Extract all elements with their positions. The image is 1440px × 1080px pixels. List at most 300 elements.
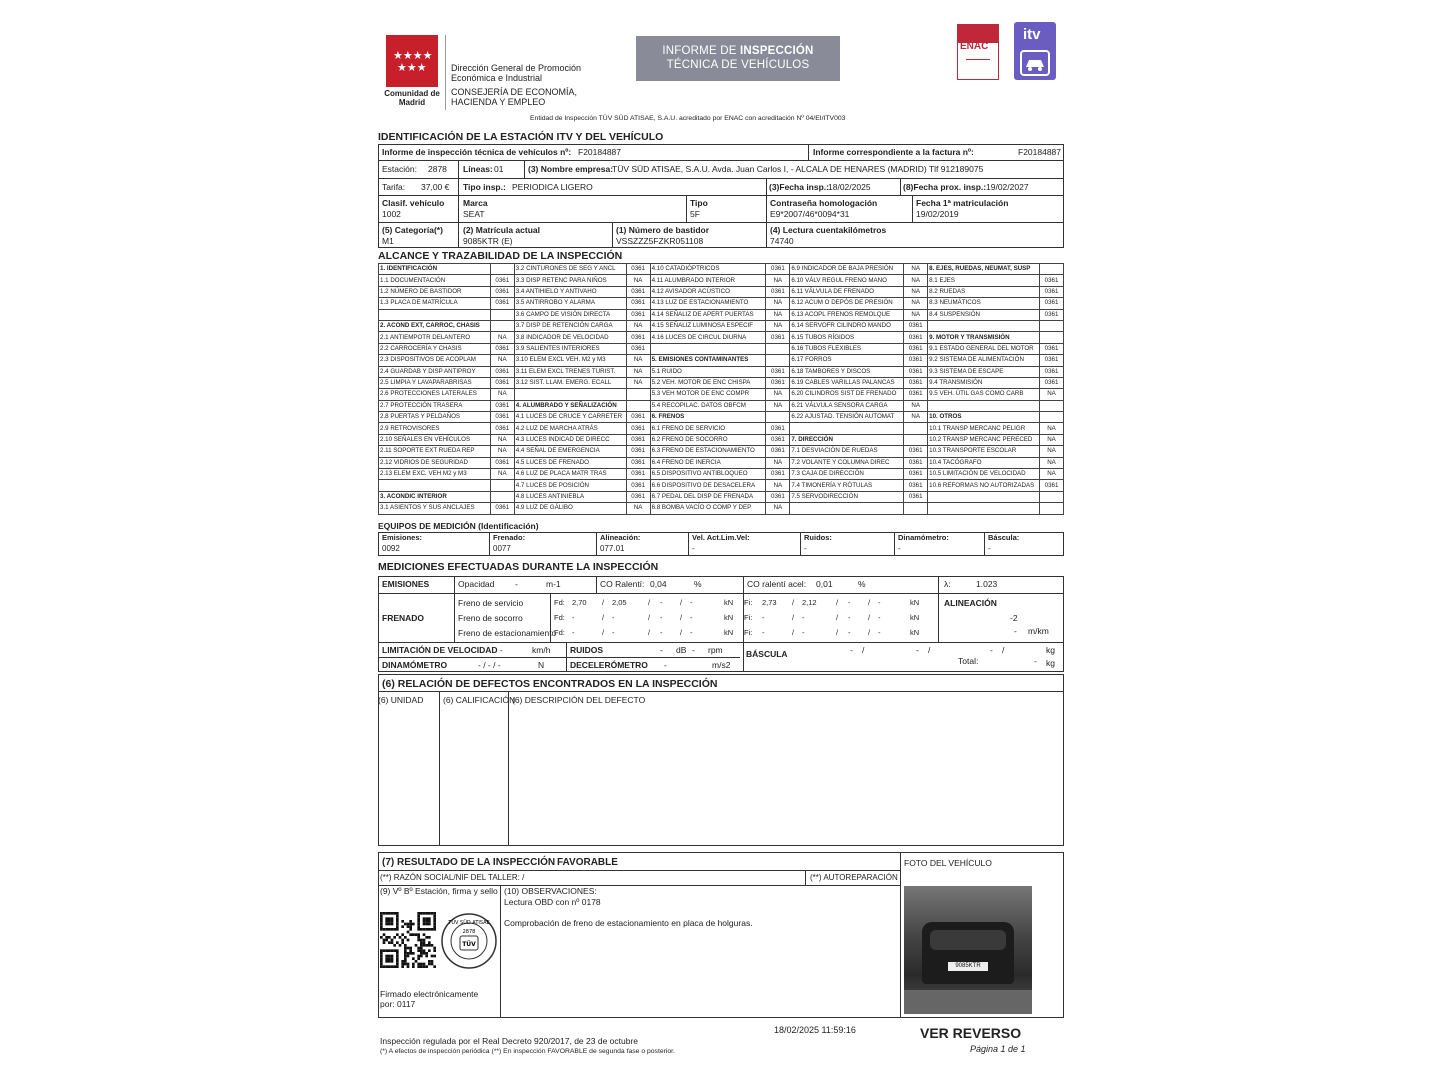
brake-sep: / <box>602 628 605 637</box>
homolog: E9*2007/46*0094*31 <box>770 209 850 219</box>
alcance-code: 0361 <box>904 469 928 480</box>
alcance-row <box>379 400 1064 411</box>
alcance-code: 0361 <box>904 457 928 468</box>
alcance-code: NA <box>626 366 650 377</box>
alcance-code: 0361 <box>626 264 650 275</box>
equipo-value: - <box>692 544 695 553</box>
brake-sep: / <box>648 628 651 637</box>
resultado-value: FAVORABLE <box>557 857 618 868</box>
fecha-insp: 18/02/2025 <box>828 182 871 192</box>
alcance-item <box>928 503 1040 514</box>
alcance-code <box>904 503 928 514</box>
brake-value: - <box>848 598 851 607</box>
alcance-item: 1.2 NÚMERO DE BASTIDOR <box>379 286 491 297</box>
alcance-code: 0361 <box>904 332 928 343</box>
tipo-label: Tipo <box>690 198 708 208</box>
alcance-item: 4.15 SEÑALIZ LUMINOSA ESPECIF <box>650 320 766 331</box>
alcance-code: 0361 <box>626 343 650 354</box>
alcance-item: 5.3 VEH MOTOR DE ENC COMPR <box>650 389 766 400</box>
equipo-value: - <box>804 544 807 553</box>
bastidor-label: (1) Número de bastidor <box>616 225 710 235</box>
alcance-code <box>1040 503 1064 514</box>
brake-sep: / <box>648 613 651 622</box>
co-acel-value: 0,01 <box>816 579 833 589</box>
alcance-code: NA <box>904 264 928 275</box>
svg-text:★★★: ★★★ <box>397 61 427 74</box>
alcance-item: 9.4 TRANSMISIÓN <box>928 377 1040 388</box>
alcance-item: 1.3 PLACA DE MATRÍCULA <box>379 298 491 309</box>
alcance-item: 6.3 FRENO DE ESTACIONAMIENTO <box>650 446 766 457</box>
matricula: 9085KTR (E) <box>463 236 513 246</box>
alcance-code: NA <box>1040 389 1064 400</box>
brake-sep: / <box>836 628 839 637</box>
alcance-code: 0361 <box>626 469 650 480</box>
alcance-item <box>790 503 904 514</box>
bascula-v2: - <box>916 645 919 655</box>
ruidos-value: - <box>660 645 663 655</box>
alcance-row <box>379 309 1064 320</box>
alcance-code: 0361 <box>1040 309 1064 320</box>
alcance-item: 4.14 SEÑALIZ DE APERT PUERTAS <box>650 309 766 320</box>
alcance-item: 6.2 FRENO DE SOCORRO <box>650 434 766 445</box>
alcance-item: 4.4 SEÑAL DE EMERGENCIA <box>514 446 626 457</box>
alcance-row <box>379 320 1064 331</box>
bascula-kg: kg <box>1046 645 1055 655</box>
alcance-item: 3.7 DISP DE RETENCIÓN CARGA <box>514 320 626 331</box>
alcance-code: 0361 <box>626 412 650 423</box>
station: 2878 <box>428 164 447 174</box>
total-label: Total: <box>958 656 979 666</box>
alcance-row <box>379 377 1064 388</box>
brake-value: - <box>802 613 805 622</box>
alcance-item: 4.8 LUCES ANTINIEBLA <box>514 491 626 502</box>
alcance-row <box>379 275 1064 286</box>
taller-label: (**) RAZÓN SOCIAL/NIF DEL TALLER: / <box>380 873 525 882</box>
alcance-item: 4.9 LUZ DE GÁLIBO <box>514 503 626 514</box>
alcance-item: 6.8 BOMBA VACÍO O COMP Y DEP <box>650 503 766 514</box>
alcance-code: 0361 <box>490 298 514 309</box>
alcance-code: NA <box>904 412 928 423</box>
brake-value: - <box>848 628 851 637</box>
brake-fd-label: Fd: <box>554 613 565 622</box>
alcance-item: 6.1 FRENO DE SERVICIO <box>650 423 766 434</box>
license-plate: 9085KTR <box>948 962 988 971</box>
alcance-item: 2.13 ELEM EXC. VEH M2 y M3 <box>379 469 491 480</box>
alcance-code <box>1040 400 1064 411</box>
alcance-item: 10. OTROS <box>928 412 1040 423</box>
stars-icon <box>386 35 438 87</box>
brake-sep: / <box>602 613 605 622</box>
brake-fd-label: Fd: <box>554 598 565 607</box>
invoice-label: Informe correspondiente a la factura nº: <box>813 147 974 157</box>
alcance-item: 8.3 NEUMÁTICOS <box>928 298 1040 309</box>
vehicle-photo <box>904 886 1032 1014</box>
brake-value: - <box>572 613 575 622</box>
defectos-col-desc: (6) DESCRIPCIÓN DEL DEFECTO <box>512 695 646 705</box>
alcance-code: 0361 <box>626 309 650 320</box>
alcance-code: 0361 <box>1040 286 1064 297</box>
alcance-code: NA <box>904 400 928 411</box>
bastidor: VSSZZZ5FZKR051108 <box>616 236 704 246</box>
brake-value: - <box>802 628 805 637</box>
km: 74740 <box>770 236 794 246</box>
alcance-code <box>1040 332 1064 343</box>
page-indicator: Página 1 de 1 <box>970 1044 1026 1054</box>
alcance-item: 2.11 SOPORTE EXT RUEDA REP <box>379 446 491 457</box>
alcance-code: 0361 <box>626 446 650 457</box>
alcance-code: 0361 <box>904 355 928 366</box>
opacidad-unit: m-1 <box>546 579 561 589</box>
alcance-row <box>379 366 1064 377</box>
alcance-code: 0361 <box>1040 355 1064 366</box>
brake-value: 2,73 <box>762 598 777 607</box>
brake-unit: kN <box>910 628 920 637</box>
enac-logo: ENAC <box>957 24 999 80</box>
brake-sep: / <box>836 598 839 607</box>
alcance-item: 7. DIRECCIÓN <box>790 434 904 445</box>
alcance-code: NA <box>1040 457 1064 468</box>
clasif: 1002 <box>382 209 401 219</box>
equipo-value: 0092 <box>382 544 400 553</box>
fecha-prox: 19/02/2027 <box>986 182 1029 192</box>
brake-value: 2,12 <box>802 598 817 607</box>
limit-value: - <box>500 645 503 655</box>
alcance-item: 9.1 ESTADO GENERAL DEL MOTOR <box>928 343 1040 354</box>
svg-text:TÜV: TÜV <box>462 941 476 948</box>
alcance-code: NA <box>490 389 514 400</box>
alcance-code: NA <box>490 469 514 480</box>
brake-fi-label: Fi: <box>744 613 753 622</box>
alcance-code: 0361 <box>626 457 650 468</box>
decel-unit: m/s2 <box>712 660 731 670</box>
alcance-item: 10.5 LIMITACIÓN DE VELOCIDAD <box>928 469 1040 480</box>
alcance-row <box>379 412 1064 423</box>
alcance-item <box>379 480 491 491</box>
brake-fd-label: Fd: <box>554 628 565 637</box>
alcance-code: NA <box>904 275 928 286</box>
brake-sep: / <box>680 598 683 607</box>
firmado-line1: Firmado electrónicamente <box>380 989 479 999</box>
alcance-code: 0361 <box>1040 366 1064 377</box>
alcance-code <box>1040 320 1064 331</box>
alcance-code <box>766 412 790 423</box>
observaciones-line2: Comprobación de freno de estacionamiento en placa de holguras. <box>504 918 753 928</box>
alcance-code: 0361 <box>904 446 928 457</box>
alcance-code: 0361 <box>766 469 790 480</box>
alcance-item: 4.6 LUZ DE PLACA MATR TRAS <box>514 469 626 480</box>
equipo-value: 077.01 <box>600 544 625 553</box>
alcance-code: 0361 <box>766 377 790 388</box>
alcance-item: 5. EMISIONES CONTAMINANTES <box>650 355 766 366</box>
alcance-code <box>766 343 790 354</box>
alcance-item <box>379 309 491 320</box>
alcance-item: 6. FRENOS <box>650 412 766 423</box>
brake-value: - <box>690 598 693 607</box>
alcance-code: 0361 <box>626 332 650 343</box>
brake-value: - <box>762 628 765 637</box>
alcance-item: 4.11 ALUMBRADO INTERIOR <box>650 275 766 286</box>
opacidad-value: - <box>515 579 518 589</box>
alcance-item: 8.2 RUEDAS <box>928 286 1040 297</box>
alcance-row <box>379 298 1064 309</box>
frenado-label: FRENADO <box>382 613 425 623</box>
alcance-code <box>490 309 514 320</box>
alcance-item: 2.3 DISPOSITIVOS DE ACOPLAM <box>379 355 491 366</box>
alcance-item: 10.1 TRANSP MERCANC PELIGR <box>928 423 1040 434</box>
station-stamp-icon <box>440 912 498 970</box>
brake-fi-label: Fi: <box>744 628 753 637</box>
alcance-code: 0361 <box>1040 343 1064 354</box>
lines-label: Líneas: <box>463 164 493 174</box>
brake-sep: / <box>836 613 839 622</box>
opacidad-label: Opacidad <box>458 579 495 589</box>
ruidos-unit: dB <box>676 645 687 655</box>
equipos-title: EQUIPOS DE MEDICIÓN (Identificación) <box>378 521 539 531</box>
bascula-s3: / <box>1002 645 1005 655</box>
alcance-item: 6.21 VÁLVULA SENSORA CARGA <box>790 400 904 411</box>
alcance-item: 2.2 CARROCERÍA Y CHASIS <box>379 343 491 354</box>
alcance-item: 2.1 ANTIEMPOTR DELANTERO <box>379 332 491 343</box>
autoreparacion-label: (**) AUTOREPARACIÓN <box>810 873 898 882</box>
alcance-code: 0361 <box>766 332 790 343</box>
fecha-matric: 19/02/2019 <box>916 209 959 219</box>
alcance-item: 10.4 TACÓGRAFO <box>928 457 1040 468</box>
brake-value: - <box>878 628 881 637</box>
alcance-item: 6.15 TUBOS RÍGIDOS <box>790 332 904 343</box>
org-line2: Económica e Industrial <box>451 73 543 83</box>
pct-2: % <box>858 579 866 589</box>
alcance-item: 9. MOTOR Y TRANSMISIÓN <box>928 332 1040 343</box>
alineacion-unit: m/km <box>1028 626 1049 636</box>
alcance-code: 0361 <box>766 446 790 457</box>
svg-text:★★★★: ★★★★ <box>393 49 433 62</box>
alcance-item: 9.5 VEH. ÚTIL GAS COMO CARB <box>928 389 1040 400</box>
alcance-code <box>626 389 650 400</box>
alcance-code: 0361 <box>490 377 514 388</box>
alcance-item: 3.11 ELEM EXCL TRENES TURIST. <box>514 366 626 377</box>
alcance-item: 2.9 RETROVISORES <box>379 423 491 434</box>
alcance-code: 0361 <box>1040 480 1064 491</box>
alcance-code: 0361 <box>1040 275 1064 286</box>
alcance-item: 3.4 ANTIHIELO Y ANTIVAHO <box>514 286 626 297</box>
alcance-item: 6.10 VÁLV REGUL FRENO MANO <box>790 275 904 286</box>
tipo-insp-label: Tipo insp.: <box>463 182 506 192</box>
footer-regulation: Inspección regulada por el Real Decreto 920/2017, de 23 de octubre <box>380 1036 639 1046</box>
km-label: (4) Lectura cuentakilómetros <box>770 225 887 235</box>
equipo-label: Vel. Act.Lim.Vel: <box>692 533 750 542</box>
equipo-label: Alineación: <box>600 533 641 542</box>
brake-sep: / <box>680 613 683 622</box>
alcance-code: 0361 <box>490 412 514 423</box>
alcance-item: 1.1 DOCUMENTACIÓN <box>379 275 491 286</box>
alcance-code: 0361 <box>904 366 928 377</box>
limit-unit: km/h <box>532 645 551 655</box>
freno-estac-label: Freno de estacionamiento <box>458 628 557 638</box>
dinamometro-label: DINAMÓMETRO <box>382 660 448 670</box>
madrid-brand: Comunidad de Madrid <box>384 89 440 107</box>
alcance-item: 3. ACONDIC INTERIOR <box>379 491 491 502</box>
alcance-item: 6.4 FRENO DE INERCIA <box>650 457 766 468</box>
alcance-code <box>490 480 514 491</box>
alcance-item: 6.11 VÁLVULA DE FRENADO <box>790 286 904 297</box>
defectos-col-unidad: (6) UNIDAD <box>378 695 424 705</box>
alcance-code: 0361 <box>490 423 514 434</box>
rpm-label: rpm <box>708 645 723 655</box>
lambda-value: 1.023 <box>976 579 998 589</box>
limit-label: LIMITACIÓN DE VELOCIDAD <box>382 645 498 655</box>
alcance-code: 0361 <box>904 343 928 354</box>
alcance-item <box>928 320 1040 331</box>
brake-unit: kN <box>910 598 920 607</box>
alcance-code: NA <box>490 446 514 457</box>
brake-value: - <box>878 598 881 607</box>
footer-note: (*) A efectos de inspección periódica (**) En inspección FAVORABLE de segunda fase o posterior. <box>380 1048 675 1055</box>
marca-label: Marca <box>463 198 488 208</box>
fecha-matric-label: Fecha 1ª matriculación <box>916 198 1009 208</box>
company: TÜV SÜD ATISAE, S.A.U. Avda. Juan Carlos I, - ALCALA DE HENARES (MADRID) Tlf 912189075 <box>612 164 984 174</box>
alcance-code: NA <box>766 320 790 331</box>
alcance-code <box>490 264 514 275</box>
invoice-no: F20184887 <box>1018 147 1062 157</box>
org-line4: HACIENDA Y EMPLEO <box>451 97 546 107</box>
brake-sep: / <box>792 598 795 607</box>
pct-1: % <box>694 579 702 589</box>
tarifa: 37,00 € <box>421 182 450 192</box>
ver-reverso: VER REVERSO <box>920 1025 1022 1041</box>
alcance-item: 6.14 SERVOFR CILINDRO MANDO <box>790 320 904 331</box>
alcance-item: 4.7 LUCES DE POSICIÓN <box>514 480 626 491</box>
firma-label: (9) Vº Bº Estación, firma y sello <box>380 886 498 896</box>
alcance-code: NA <box>766 389 790 400</box>
alcance-row <box>379 469 1064 480</box>
alcance-item: 4.5 LUCES DE FRENADO <box>514 457 626 468</box>
alcance-item <box>928 491 1040 502</box>
alcance-code: NA <box>1040 469 1064 480</box>
alcance-code: NA <box>626 320 650 331</box>
alcance-item: 7.3 CAJA DE DIRECCIÓN <box>790 469 904 480</box>
alcance-item: 3.1 ASIENTOS Y SUS ANCLAJES <box>379 503 491 514</box>
qr-code-icon <box>380 912 436 968</box>
alcance-item: 10.3 TRANSPORTE ESCOLAR <box>928 446 1040 457</box>
observaciones-line1: Lectura OBD con nº 0178 <box>504 897 601 907</box>
alcance-item: 7.1 DESVIACIÓN DE RUEDAS <box>790 446 904 457</box>
alcance-item: 4.12 AVISADOR ACÚSTICO <box>650 286 766 297</box>
brake-value: - <box>612 628 615 637</box>
alcance-item <box>514 389 626 400</box>
fecha-prox-label: (8)Fecha prox. insp.: <box>903 182 987 192</box>
brake-value: - <box>878 613 881 622</box>
emisiones-label: EMISIONES <box>382 579 430 589</box>
brake-fi-label: Fi: <box>744 598 753 607</box>
brake-unit: kN <box>724 613 734 622</box>
ruidos-label: RUIDOS <box>570 645 604 655</box>
alcance-code: NA <box>1040 446 1064 457</box>
mediciones-title: MEDICIONES EFECTUADAS DURANTE LA INSPECCIÓN <box>378 561 659 573</box>
brake-unit: kN <box>724 628 734 637</box>
brake-value: - <box>762 613 765 622</box>
alcance-code: 0361 <box>766 286 790 297</box>
alcance-item: 2.6 PROTECCIONES LATERALES <box>379 389 491 400</box>
alcance-code: 0361 <box>904 491 928 502</box>
svg-text:TÜV SÜD ATISAE: TÜV SÜD ATISAE <box>448 920 490 926</box>
firmado-line2: por: 0117 <box>380 999 416 1009</box>
bascula-s2: / <box>928 645 931 655</box>
alcance-item <box>650 343 766 354</box>
alcance-code: NA <box>1040 423 1064 434</box>
alcance-code: NA <box>766 480 790 491</box>
alcance-code: NA <box>766 298 790 309</box>
alcance-code: 0361 <box>904 389 928 400</box>
alcance-code: NA <box>766 309 790 320</box>
alcance-code: 0361 <box>626 434 650 445</box>
alcance-code: 0361 <box>766 491 790 502</box>
alcance-item: 2.4 GUARDAB Y DISP ANTIPROY <box>379 366 491 377</box>
alcance-row <box>379 264 1064 275</box>
alcance-item: 5.1 RUIDO <box>650 366 766 377</box>
marca: SEAT <box>463 209 485 219</box>
alcance-code: 0361 <box>490 503 514 514</box>
alcance-code: 0361 <box>490 366 514 377</box>
brake-sep: / <box>648 598 651 607</box>
categoria-label: (5) Categoría(*) <box>382 225 443 235</box>
alcance-item: 10.6 REFORMAS NO AUTORIZADAS <box>928 480 1040 491</box>
alcance-row <box>379 457 1064 468</box>
resultado-title: (7) RESULTADO DE LA INSPECCIÓN <box>382 857 556 868</box>
alcance-item: 3.3 DISP RETENC PARA NIÑOS <box>514 275 626 286</box>
entity-line: Entidad de Inspección TÜV SÜD ATISAE, S.A.U. acreditado por ENAC con acreditación Nº 04/EI/ITV003 <box>530 115 846 122</box>
alcance-code: 0361 <box>626 298 650 309</box>
alcance-code: 0361 <box>1040 377 1064 388</box>
alcance-item: 1. IDENTIFICACIÓN <box>379 264 491 275</box>
alcance-item: 5.2 VEH. MOTOR DE ENC CHISPA <box>650 377 766 388</box>
alcance-code: 0361 <box>490 457 514 468</box>
brake-value: - <box>660 628 663 637</box>
alcance-code <box>490 491 514 502</box>
alcance-code: 0361 <box>904 320 928 331</box>
alcance-item: 8.4 SUSPENSIÓN <box>928 309 1040 320</box>
svg-text:2878: 2878 <box>462 929 476 935</box>
alcance-item: 5.4 RECOPILAC. DATOS OBFCM <box>650 400 766 411</box>
alcance-item: 7.4 TIMONERÍA Y RÓTULAS <box>790 480 904 491</box>
report-no-label: Informe de inspección técnica de vehículos nº: <box>382 147 572 157</box>
alcance-code: NA <box>766 457 790 468</box>
brake-sep: / <box>792 613 795 622</box>
dinamometro-values: - / - / - <box>478 660 501 670</box>
alcance-code: NA <box>490 355 514 366</box>
lambda-label: λ: <box>944 579 951 589</box>
report-no: F20184887 <box>578 147 622 157</box>
alcance-item <box>790 423 904 434</box>
alcance-item: 8. EJES, RUEDAS, NEUMAT, SUSP <box>928 264 1040 275</box>
equipo-label: Emisiones: <box>382 533 423 542</box>
bascula-v3: - <box>990 645 993 655</box>
alcance-item: 3.5 ANTIRROBO Y ALARMA <box>514 298 626 309</box>
total-value: - <box>1034 656 1037 666</box>
brake-value: - <box>690 613 693 622</box>
fecha-insp-label: (3)Fecha insp.: <box>769 182 829 192</box>
ruidos-dash: - <box>692 645 695 655</box>
alcance-item: 6.5 DISPOSITIVO ANTIBLOQUEO <box>650 469 766 480</box>
homolog-label: Contraseña homologación <box>770 198 878 208</box>
alcance-row <box>379 434 1064 445</box>
alcance-code <box>1040 412 1064 423</box>
alcance-item: 4.1 LUCES DE CRUCE Y CARRETER <box>514 412 626 423</box>
brake-value: - <box>848 613 851 622</box>
alcance-item: 3.10 ELEM EXCL VEH. M2 y M3 <box>514 355 626 366</box>
alcance-code: NA <box>626 503 650 514</box>
alcance-item: 6.20 CILINDROS SIST DE FRENADO <box>790 389 904 400</box>
alcance-code <box>904 434 928 445</box>
